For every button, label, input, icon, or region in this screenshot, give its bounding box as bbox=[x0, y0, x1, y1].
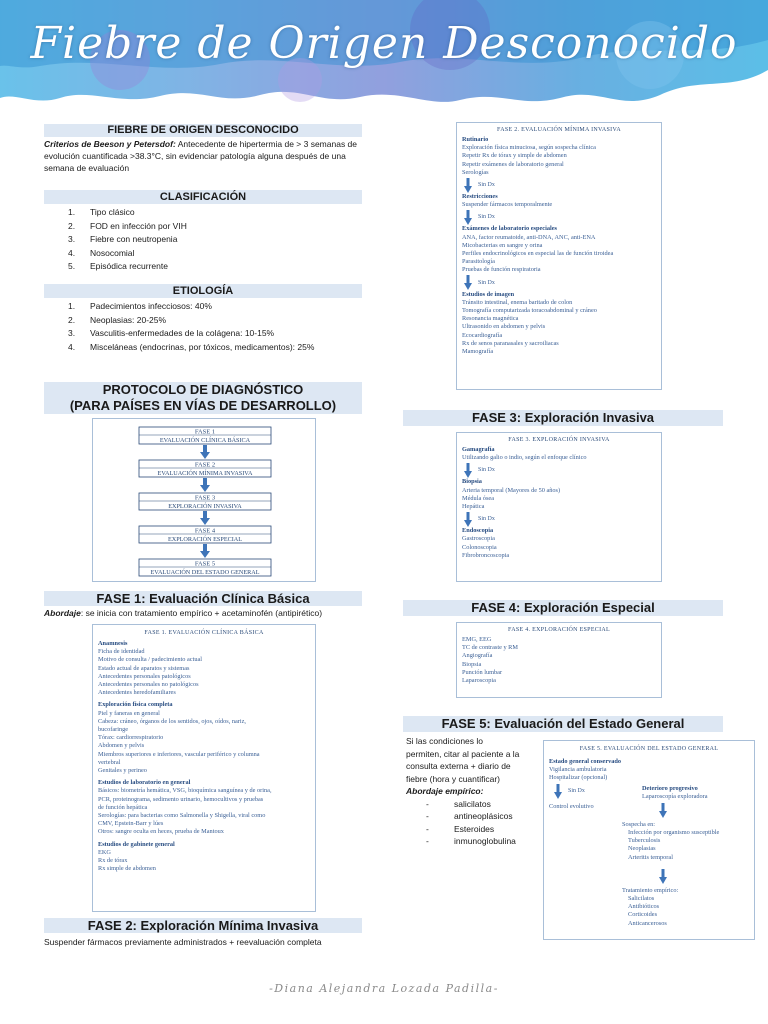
section-line: Médula ósea bbox=[462, 494, 494, 502]
section-line: Repetir Rx de tórax y simple de abdomen bbox=[462, 152, 567, 160]
fase5-desc-line: fiebre (hora y cuantificar) bbox=[406, 773, 501, 784]
protocolo-step-fase: FASE 3 bbox=[194, 494, 216, 502]
down-arrow-icon bbox=[200, 478, 210, 492]
section-heading: Endoscopia bbox=[462, 527, 494, 535]
fase5-trat-line: Corticoides bbox=[628, 911, 658, 919]
list-number: 1. bbox=[68, 301, 76, 311]
section-line: Utilizando galio o indio, según el enfoque clínico bbox=[462, 454, 587, 462]
section-line: Repetir exámenes de laboratorio general bbox=[462, 160, 564, 168]
etiologia-heading: ETIOLOGÍA bbox=[44, 284, 362, 298]
section-line: EMG, EEG bbox=[462, 636, 492, 643]
section-line: Rx simple de abdomen bbox=[98, 865, 156, 873]
section-line: EKG bbox=[98, 848, 111, 856]
section-heading: Estudios de imagen bbox=[462, 290, 515, 298]
fase5-dash: - bbox=[426, 823, 429, 834]
fase2-content bbox=[462, 136, 656, 356]
section-line: Rx de tórax bbox=[98, 857, 128, 865]
protocolo-step bbox=[139, 559, 271, 576]
fase5-item-text: Esteroides bbox=[454, 823, 495, 834]
list-number: 1. bbox=[68, 207, 76, 217]
list-text: Vasculitis-enfermedades de la colágena: 10-15% bbox=[90, 328, 275, 338]
section-heading: Anamnesis bbox=[98, 640, 128, 647]
list-text: Tipo clásico bbox=[90, 207, 135, 217]
sin-dx-arrow bbox=[462, 177, 656, 193]
down-arrow-icon bbox=[200, 511, 210, 525]
fase5-left-line: Vigilancia ambulatoria bbox=[549, 766, 607, 773]
fod-definition bbox=[44, 138, 362, 174]
fase2-description: Suspender fármacos previamente administrados + reevaluación completa bbox=[44, 937, 322, 947]
fase5-control: Control evolutivo bbox=[549, 803, 594, 810]
fase1-abordaje-label: Abordaje bbox=[44, 608, 81, 618]
fase5-abordaje-label: Abordaje empírico: bbox=[406, 786, 484, 796]
section-line: Abdomen y pelvis bbox=[98, 742, 145, 750]
down-arrow-icon bbox=[464, 210, 472, 225]
fase5-abordaje-list bbox=[406, 798, 530, 848]
section-line: Antecedentes personales no patológicos bbox=[98, 681, 199, 689]
list-text: Episódica recurrente bbox=[90, 261, 168, 271]
sin-dx-label: Sin Dx bbox=[478, 279, 495, 286]
fase5-abordaje-item bbox=[406, 835, 530, 848]
protocolo-step-fase: FASE 1 bbox=[194, 428, 216, 436]
fase4-box bbox=[456, 622, 662, 698]
section-line: Hepática bbox=[462, 503, 485, 511]
fase5-abordaje-item bbox=[406, 810, 530, 823]
protocolo-step-name: EVALUACIÓN DEL ESTADO GENERAL bbox=[150, 569, 260, 576]
section-heading: Estudios de laboratorio en general bbox=[98, 779, 191, 787]
fase5-desc-line: Si las condiciones lo bbox=[406, 736, 484, 746]
fase2-heading: FASE 2: Exploración Mínima Invasiva bbox=[44, 918, 362, 933]
section-line: Motivo de consulta / padecimiento actual bbox=[98, 656, 203, 664]
section-heading: Rutinario bbox=[462, 136, 489, 143]
section-line: Cabeza: cráneo, órganos de los sentidos, ojos, oídos, nariz, bbox=[98, 717, 247, 725]
down-arrow-icon bbox=[464, 178, 472, 193]
fase4-box-title: FASE 4. EXPLORACIÓN ESPECIAL bbox=[508, 627, 610, 633]
section-line: Perfiles endocrinológicos en especial las de función tiroidea bbox=[462, 250, 614, 258]
fase4-heading: FASE 4: Exploración Especial bbox=[403, 600, 723, 616]
fase5-right-heading: Deterioro progresivo bbox=[642, 785, 698, 792]
fase5-desc-line: consulta externa + diario de bbox=[406, 761, 511, 771]
down-arrow-icon bbox=[200, 544, 210, 558]
fase3-content bbox=[462, 446, 656, 560]
list-number: 5. bbox=[68, 261, 76, 271]
fase5-dash: - bbox=[426, 798, 429, 809]
section-line: bucofaringe bbox=[98, 726, 129, 734]
section-heading: Exploración física completa bbox=[98, 701, 173, 709]
section-line: PCR, proteinograma, sedimento urinario, hemocultivos y pruebas bbox=[98, 795, 264, 803]
protocolo-heading-line2: (PARA PAÍSES EN VÍAS DE DESARROLLO) bbox=[69, 398, 337, 413]
fase5-trat-line: Anticancerosos bbox=[628, 919, 667, 927]
fase5-item-text: antineoplásicos bbox=[454, 811, 513, 821]
list-item bbox=[68, 247, 358, 261]
fase5-item-text: inmunoglobulina bbox=[454, 836, 516, 846]
protocolo-step bbox=[139, 493, 271, 510]
section-line: Serologías: para bacterias como Salmonella y Shigella, viral como bbox=[98, 812, 266, 820]
section-line: ANA, factor reumatoide, anti-DNA, ANC, anti-ENA bbox=[462, 233, 596, 241]
fase3-heading: FASE 3: Exploración Invasiva bbox=[403, 410, 723, 426]
fase5-item-text: salicilatos bbox=[454, 798, 491, 809]
fase5-sospecha-line: Neoplasias bbox=[628, 845, 656, 853]
fase4-content bbox=[462, 636, 656, 685]
list-item bbox=[68, 327, 362, 341]
protocolo-arrows bbox=[93, 419, 317, 583]
protocolo-step bbox=[139, 526, 271, 543]
fase2-box bbox=[456, 122, 662, 390]
fase3-box-title: FASE 3. EXPLORACIÓN INVASIVA bbox=[508, 437, 610, 443]
fase5-sospecha-line: Infección por organismo susceptible bbox=[628, 829, 720, 836]
section-line: Parasitología bbox=[462, 258, 495, 266]
section-line: Angiografía bbox=[462, 652, 493, 660]
protocolo-step-fase: FASE 4 bbox=[194, 527, 216, 535]
protocolo-step-name: EXPLORACIÓN ESPECIAL bbox=[167, 536, 243, 543]
fase5-box-title: FASE 5. EVALUACIÓN DEL ESTADO GENERAL bbox=[579, 746, 719, 752]
criteria-text: Antecedente de hipertermia de > 3 semanas de evolución cuantificada >38.3°C, sin evidenciar patología alguna después de una semana de evaluación bbox=[44, 139, 358, 173]
protocolo-step bbox=[139, 460, 271, 477]
list-text: Nosocomial bbox=[90, 247, 135, 258]
list-number: 2. bbox=[68, 220, 76, 231]
section-heading: Exámenes de laboratorio especiales bbox=[462, 225, 557, 233]
fase5-heading: FASE 5: Evaluación del Estado General bbox=[403, 716, 723, 732]
section-line: Ecocardiografía bbox=[462, 331, 503, 339]
section-line: Pruebas de función respiratoria bbox=[462, 266, 541, 274]
down-arrow-icon bbox=[464, 512, 472, 527]
section-line: Genitales y perineo bbox=[98, 767, 147, 775]
list-item bbox=[68, 206, 358, 220]
fase5-trat-line: Antibióticos bbox=[628, 903, 660, 911]
down-arrow-icon bbox=[464, 275, 472, 290]
list-item bbox=[68, 260, 358, 274]
section-line: Miembros superiores e inferiores, vascular periférico y columna bbox=[98, 750, 260, 758]
fase5-right-line: Laparoscopía exploradora bbox=[642, 793, 708, 800]
section-line: Estado actual de aparatos y sistemas bbox=[98, 664, 190, 672]
fase5-trat-line: Salicilatos bbox=[628, 895, 655, 902]
section-line: Fibrobroncoscopia bbox=[462, 551, 510, 559]
sin-dx-arrow bbox=[462, 275, 656, 291]
list-item bbox=[68, 220, 358, 234]
fase5-abordaje-item bbox=[406, 798, 530, 811]
down-arrow-icon bbox=[659, 869, 667, 884]
fase1-heading: FASE 1: Evaluación Clínica Básica bbox=[44, 591, 362, 606]
fase5-tratamiento-heading: Tratamiento empírico: bbox=[622, 887, 679, 894]
fase5-desc-line: permiten, citar al paciente a la bbox=[406, 748, 520, 759]
fase5-dash: - bbox=[426, 811, 429, 821]
sin-dx-arrow bbox=[462, 511, 656, 527]
section-line: CMV, Epstein-Barr y lúes bbox=[98, 820, 164, 828]
fase5-dash: - bbox=[426, 836, 429, 846]
section-line: Ficha de identidad bbox=[98, 648, 145, 656]
sin-dx-label: Sin Dx bbox=[478, 467, 495, 474]
fase1-abordaje bbox=[44, 607, 374, 619]
list-text: Fiebre con neutropenia bbox=[90, 234, 178, 244]
section-line: Arteria temporal (Mayores de 50 años) bbox=[462, 486, 561, 494]
list-item bbox=[68, 314, 362, 328]
section-line: Tránsito intestinal, enema baritado de colon bbox=[462, 298, 573, 306]
etiologia-list bbox=[68, 300, 362, 354]
section-line: Resonancia magnética bbox=[462, 315, 519, 323]
section-line: Antecedentes heredofamiliares bbox=[98, 689, 176, 697]
section-heading: Estudios de gabinete general bbox=[98, 840, 175, 848]
section-line: Rx de senos paranasales y sacroiliacas bbox=[462, 339, 559, 347]
protocolo-step-name: EVALUACIÓN MÍNIMA INVASIVA bbox=[157, 470, 253, 477]
section-line: Exploración física minuciosa, según sospecha clínica bbox=[462, 144, 596, 152]
clasificacion-heading: CLASIFICACIÓN bbox=[44, 190, 362, 204]
protocolo-heading bbox=[44, 382, 362, 414]
fase1-content bbox=[98, 640, 310, 877]
fase5-box bbox=[543, 740, 755, 940]
fase1-box-title: FASE 1. EVALUACIÓN CLÍNICA BÁSICA bbox=[144, 630, 264, 636]
protocolo-step-name: EXPLORACIÓN INVASIVA bbox=[168, 503, 242, 510]
section-line: Laparoscopia bbox=[462, 677, 496, 685]
list-text: Neoplasias: 20-25% bbox=[90, 314, 167, 325]
fase5-sin-dx: Sin Dx bbox=[568, 788, 585, 794]
section-heading: Restricciones bbox=[462, 193, 498, 201]
list-number: 4. bbox=[68, 341, 76, 352]
protocolo-step-fase: FASE 2 bbox=[194, 461, 216, 469]
section-line: Piel y faneras en general bbox=[98, 709, 160, 717]
section-line: Colonoscopia bbox=[462, 543, 497, 551]
section-heading: Biopsia bbox=[462, 478, 482, 486]
sin-dx-arrow bbox=[462, 209, 656, 225]
section-line: Biopsia bbox=[462, 660, 482, 668]
down-arrow-icon bbox=[464, 463, 472, 478]
protocolo-heading-line1: PROTOCOLO DE DIAGNÓSTICO bbox=[102, 382, 304, 397]
down-arrow-icon bbox=[200, 445, 210, 459]
section-line: Serologías bbox=[462, 168, 489, 176]
list-number: 2. bbox=[68, 314, 76, 325]
list-text: FOD en infección por VIH bbox=[90, 220, 187, 231]
section-line: vertebral bbox=[98, 758, 121, 766]
section-line: Otros: sangre oculta en heces, prueba de Mantoux bbox=[98, 828, 224, 836]
criteria-label: Criterios de Beeson y Petersdof: bbox=[44, 139, 176, 149]
fase5-description bbox=[406, 735, 530, 848]
section-line: Micobacterias en sangre y orina bbox=[462, 241, 543, 249]
list-number: 3. bbox=[68, 234, 76, 244]
fase3-box bbox=[456, 432, 662, 582]
fase5-left-heading: Estado general conservado bbox=[549, 758, 622, 765]
down-arrow-icon bbox=[554, 784, 562, 799]
protocolo-step-fase: FASE 5 bbox=[194, 560, 216, 568]
section-line: Punción lumbar bbox=[462, 668, 503, 676]
fase1-abordaje-text: : se inicia con tratamiento empírico + acetaminofén (antipirético) bbox=[80, 608, 323, 618]
section-line: Gastroscopia bbox=[462, 535, 495, 543]
section-line: Suspender fármacos temporalmente bbox=[462, 201, 553, 209]
list-item bbox=[68, 341, 362, 355]
list-item bbox=[68, 233, 358, 247]
section-line: Mamografía bbox=[462, 348, 494, 356]
section-line: Tomografía computarizada toracoabdominal y cráneo bbox=[462, 307, 597, 315]
list-text: Misceláneas (endocrinas, por tóxicos, medicamentos): 25% bbox=[90, 341, 315, 352]
sin-dx-label: Sin Dx bbox=[478, 516, 495, 523]
list-number: 3. bbox=[68, 328, 76, 338]
page-title: Fiebre de Origen Desconocido bbox=[30, 18, 738, 69]
sin-dx-arrow bbox=[462, 462, 656, 478]
list-text: Padecimientos infecciosos: 40% bbox=[90, 301, 212, 311]
fase2-box-title: FASE 2. EVALUACIÓN MÍNIMA INVASIVA bbox=[497, 127, 621, 133]
clasificacion-list bbox=[68, 206, 358, 274]
fase5-sospecha-line: Tuberculosis bbox=[628, 837, 661, 845]
sin-dx-label: Sin Dx bbox=[478, 182, 495, 189]
section-line: TC de contraste y RM bbox=[462, 644, 518, 652]
protocolo-diagram bbox=[92, 418, 316, 582]
down-arrow-icon bbox=[659, 803, 667, 818]
fase5-sospecha-line: Arteritis temporal bbox=[628, 853, 673, 861]
list-number: 4. bbox=[68, 247, 76, 258]
fase5-sospecha-heading: Sospecha en: bbox=[622, 821, 656, 828]
section-line: Ultrasonido en abdomen y pelvis bbox=[462, 323, 546, 331]
sin-dx-label: Sin Dx bbox=[478, 214, 495, 221]
header-banner bbox=[0, 0, 768, 112]
footer-author: -Diana Alejandra Lozada Padilla- bbox=[269, 982, 499, 995]
section-line: Básicos: biometría hemática, VSG, bioquímica sanguínea y de orina, bbox=[98, 787, 272, 795]
section-line: Tórax: cardiorrespiratorio bbox=[98, 734, 164, 742]
protocolo-step-name: EVALUACIÓN CLÍNICA BÁSICA bbox=[159, 437, 251, 444]
fase5-left-line: Hospitalizar (opcional) bbox=[549, 774, 608, 782]
fase5-abordaje-item bbox=[406, 823, 530, 836]
fod-heading: FIEBRE DE ORIGEN DESCONOCIDO bbox=[44, 124, 362, 137]
protocolo-step bbox=[139, 427, 271, 444]
section-line: Antecedentes personales patológicos bbox=[98, 672, 191, 680]
section-heading: Gamagrafía bbox=[462, 446, 495, 453]
list-item bbox=[68, 300, 362, 314]
fase1-box bbox=[92, 624, 316, 912]
section-line: de función hepática bbox=[98, 803, 148, 811]
